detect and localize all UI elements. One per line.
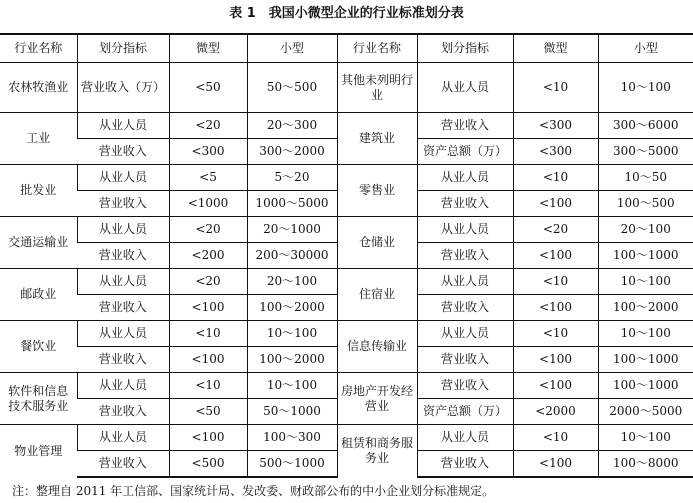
indicator-cell: 营业收入 — [417, 347, 513, 373]
industry-name-cell: 其他未列明行业 — [337, 63, 417, 113]
micro-cell: <100 — [169, 295, 247, 321]
micro-cell: <2000 — [513, 399, 598, 425]
micro-cell: <10 — [169, 321, 247, 347]
industry-name-cell: 零售业 — [337, 165, 417, 217]
header-row — [0, 34, 693, 63]
table-row — [0, 63, 693, 113]
indicator-cell: 营业收入 — [77, 243, 169, 269]
small-cell: 100～1000 — [598, 373, 693, 399]
micro-cell: <100 — [169, 347, 247, 373]
small-cell: 100～2000 — [598, 295, 693, 321]
micro-cell: <500 — [169, 451, 247, 478]
industry-name-cell: 租赁和商务服务业 — [337, 425, 417, 478]
small-cell: 1000～5000 — [247, 191, 337, 217]
industry-name-cell: 物业管理 — [0, 425, 77, 478]
small-cell: 100～1000 — [598, 243, 693, 269]
small-cell: 500～1000 — [247, 451, 337, 478]
industry-name-cell: 软件和信息技术服务业 — [0, 373, 77, 425]
indicator-cell: 从业人员 — [417, 269, 513, 295]
indicator-cell: 从业人员 — [77, 425, 169, 451]
industry-name-cell: 房地产开发经营业 — [337, 373, 417, 425]
table-row — [0, 217, 693, 243]
indicator-cell: 营业收入 — [417, 451, 513, 478]
micro-cell: <100 — [169, 425, 247, 451]
industry-name-cell: 住宿业 — [337, 269, 417, 321]
indicator-cell: 营业收入 — [77, 451, 169, 478]
industry-name-cell: 工业 — [0, 113, 77, 165]
micro-cell: <10 — [513, 425, 598, 451]
header-indicator-left: 划分指标 — [77, 34, 169, 63]
indicator-cell: 营业收入 — [417, 113, 513, 139]
table-row — [0, 165, 693, 191]
micro-cell: <10 — [513, 165, 598, 191]
small-cell: 300～2000 — [247, 139, 337, 165]
micro-cell: <1000 — [169, 191, 247, 217]
table-row — [0, 269, 693, 295]
industry-name-cell: 建筑业 — [337, 113, 417, 165]
table-row — [0, 425, 693, 451]
micro-cell: <100 — [513, 373, 598, 399]
micro-cell: <50 — [169, 399, 247, 425]
small-cell: 20～300 — [247, 113, 337, 139]
table-title: 表 1 我国小微型企业的行业标准划分表 — [229, 6, 464, 21]
micro-cell: <5 — [169, 165, 247, 191]
micro-cell: <10 — [513, 321, 598, 347]
small-cell: 100～2000 — [247, 295, 337, 321]
indicator-cell: 营业收入 — [77, 139, 169, 165]
small-cell: 300～6000 — [598, 113, 693, 139]
table-row — [0, 321, 693, 347]
indicator-cell: 营业收入 — [417, 373, 513, 399]
small-cell: 200～30000 — [247, 243, 337, 269]
industry-name-cell: 邮政业 — [0, 269, 77, 321]
micro-cell: <200 — [169, 243, 247, 269]
micro-cell: <100 — [513, 451, 598, 478]
indicator-cell: 从业人员 — [77, 165, 169, 191]
header-industry-left: 行业名称 — [0, 34, 77, 63]
small-cell: 10～100 — [598, 269, 693, 295]
small-cell: 10～50 — [598, 165, 693, 191]
micro-cell: <300 — [169, 139, 247, 165]
header-industry-right: 行业名称 — [337, 34, 417, 63]
small-cell: 100～8000 — [598, 451, 693, 478]
industry-name-cell: 农林牧渔业 — [0, 63, 77, 113]
indicator-cell: 从业人员 — [77, 269, 169, 295]
indicator-cell: 从业人员 — [77, 217, 169, 243]
micro-cell: <20 — [513, 217, 598, 243]
small-cell: 10～100 — [247, 373, 337, 399]
micro-cell: <100 — [513, 243, 598, 269]
header-micro-left: 微型 — [169, 34, 247, 63]
small-cell: 10～100 — [598, 63, 693, 113]
micro-cell: <100 — [513, 295, 598, 321]
small-cell: 20～100 — [598, 217, 693, 243]
indicator-cell: 营业收入（万） — [77, 63, 169, 113]
small-cell: 2000～5000 — [598, 399, 693, 425]
table-row — [0, 113, 693, 139]
indicator-cell: 营业收入 — [77, 295, 169, 321]
table-row — [0, 373, 693, 399]
indicator-cell: 从业人员 — [77, 113, 169, 139]
micro-cell: <10 — [169, 373, 247, 399]
header-small-right: 小型 — [598, 34, 693, 63]
small-cell: 50～1000 — [247, 399, 337, 425]
indicator-cell: 营业收入 — [417, 191, 513, 217]
micro-cell: <20 — [169, 217, 247, 243]
indicator-cell: 营业收入 — [77, 347, 169, 373]
small-cell: 100～500 — [598, 191, 693, 217]
indicator-cell: 从业人员 — [417, 63, 513, 113]
small-cell: 20～1000 — [247, 217, 337, 243]
indicator-cell: 从业人员 — [77, 373, 169, 399]
industry-name-cell: 餐饮业 — [0, 321, 77, 373]
small-cell: 10～100 — [598, 321, 693, 347]
small-cell: 100～2000 — [247, 347, 337, 373]
indicator-cell: 从业人员 — [417, 165, 513, 191]
small-cell: 5～20 — [247, 165, 337, 191]
indicator-cell: 从业人员 — [417, 217, 513, 243]
micro-cell: <100 — [513, 347, 598, 373]
indicator-cell: 营业收入 — [77, 191, 169, 217]
small-cell: 20～100 — [247, 269, 337, 295]
micro-cell: <20 — [169, 113, 247, 139]
source-note: 注：整理自 2011 年工信部、国家统计局、发改委、财政部公布的中小企业划分标准规定。 — [12, 484, 495, 498]
small-cell: 100～300 — [247, 425, 337, 451]
indicator-cell: 资产总额（万） — [417, 139, 513, 165]
header-indicator-right: 划分指标 — [417, 34, 513, 63]
industry-standard-table — [0, 33, 693, 478]
indicator-cell: 营业收入 — [77, 399, 169, 425]
industry-name-cell: 信息传输业 — [337, 321, 417, 373]
indicator-cell: 资产总额（万） — [417, 399, 513, 425]
micro-cell: <100 — [513, 191, 598, 217]
micro-cell: <50 — [169, 63, 247, 113]
header-micro-right: 微型 — [513, 34, 598, 63]
indicator-cell: 营业收入 — [417, 243, 513, 269]
small-cell: 300～5000 — [598, 139, 693, 165]
small-cell: 10～100 — [247, 321, 337, 347]
industry-name-cell: 交通运输业 — [0, 217, 77, 269]
industry-name-cell: 仓储业 — [337, 217, 417, 269]
micro-cell: <10 — [513, 63, 598, 113]
micro-cell: <10 — [513, 269, 598, 295]
micro-cell: <20 — [169, 269, 247, 295]
small-cell: 100～1000 — [598, 347, 693, 373]
indicator-cell: 从业人员 — [417, 321, 513, 347]
indicator-cell: 从业人员 — [417, 425, 513, 451]
small-cell: 50～500 — [247, 63, 337, 113]
indicator-cell: 从业人员 — [77, 321, 169, 347]
small-cell: 10～100 — [598, 425, 693, 451]
micro-cell: <300 — [513, 113, 598, 139]
header-small-left: 小型 — [247, 34, 337, 63]
micro-cell: <300 — [513, 139, 598, 165]
indicator-cell: 营业收入 — [417, 295, 513, 321]
industry-name-cell: 批发业 — [0, 165, 77, 217]
